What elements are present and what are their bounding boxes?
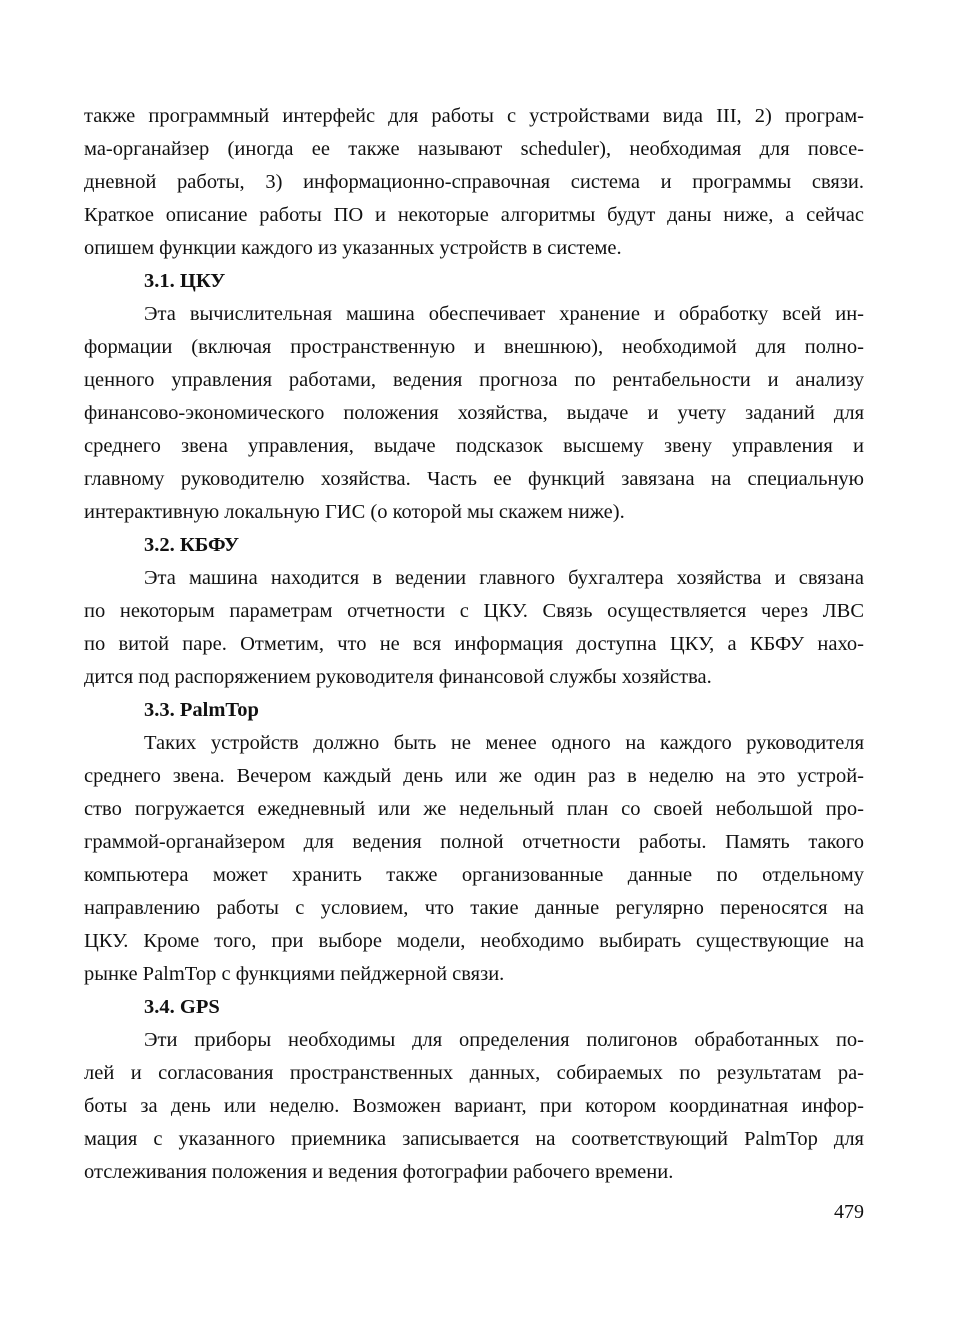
paragraph-line: рынке PalmTop с функциями пейджерной связи. xyxy=(84,963,505,985)
paragraph-line: Эта вычислительная машина обеспечивает хранение и обработку всей ин- xyxy=(144,303,864,325)
paragraph-line: компьютера может хранить также организованные данные по отдельному xyxy=(84,864,864,886)
paragraph-line: лей и согласования пространственных данных, собираемых по результатам ра- xyxy=(84,1062,864,1084)
paragraph-line: финансово-экономического положения хозяйства, выдаче и учету заданий для xyxy=(84,402,864,424)
paragraph-line: по витой паре. Отметим, что не вся информация доступна ЦКУ, а КБФУ нахо- xyxy=(84,633,864,655)
paragraph-line: Таких устройств должно быть не менее одного на каждого руководителя xyxy=(144,732,864,754)
paragraph-line: среднего звена управления, выдаче подсказок высшему звену управления и xyxy=(84,435,864,457)
paragraph-line: ЦКУ. Кроме того, при выборе модели, необходимо выбирать существующие на xyxy=(84,930,864,952)
page-number: 479 xyxy=(834,1201,864,1223)
paragraph-line: опишем функции каждого из указанных устройств в системе. xyxy=(84,237,622,259)
section-heading-3-3: 3.3. PalmTop xyxy=(144,699,259,721)
paragraph-line: отслеживания положения и ведения фотографии рабочего времени. xyxy=(84,1161,674,1183)
paragraph-line: главному руководителю хозяйства. Часть ее функций завязана на специальную xyxy=(84,468,864,490)
paragraph-line: Эта машина находится в ведении главного бухгалтера хозяйства и связана xyxy=(144,567,864,589)
paragraph-line: Эти приборы необходимы для определения полигонов обработанных по- xyxy=(144,1029,864,1051)
paragraph-line: граммой-органайзером для ведения полной отчетности работы. Память такого xyxy=(84,831,864,853)
paragraph-line: направлению работы с условием, что такие данные регулярно переносятся на xyxy=(84,897,864,919)
paragraph-line: также программный интерфейс для работы с устройствами вида III, 2) програм- xyxy=(84,105,864,127)
paragraph-line: среднего звена. Вечером каждый день или же один раз в неделю на это устрой- xyxy=(84,765,864,787)
paragraph-line: боты за день или неделю. Возможен вариант, при котором координатная инфор- xyxy=(84,1095,864,1117)
section-heading-3-1: 3.1. ЦКУ xyxy=(144,270,226,292)
document-page xyxy=(84,100,864,1189)
section-heading-3-2: 3.2. КБФУ xyxy=(144,534,240,556)
paragraph-line: ма-органайзер (иногда ее также называют scheduler), необходимая для повсе- xyxy=(84,138,864,160)
paragraph-line: дневной работы, 3) информационно-справочная система и программы связи. xyxy=(84,171,864,193)
paragraph-line: формации (включая пространственную и внешнюю), необходимой для полно- xyxy=(84,336,864,358)
paragraph-line: ство погружается ежедневный или же недельный план со своей небольшой про- xyxy=(84,798,864,820)
paragraph-line: ценного управления работами, ведения прогноза по рентабельности и анализу xyxy=(84,369,864,391)
paragraph-line: Краткое описание работы ПО и некоторые алгоритмы будут даны ниже, а сейчас xyxy=(84,204,864,226)
section-heading-3-4: 3.4. GPS xyxy=(144,996,220,1018)
paragraph-line: мация с указанного приемника записывается на соответствующий PalmTop для xyxy=(84,1128,864,1150)
paragraph-line: интерактивную локальную ГИС (о которой мы скажем ниже). xyxy=(84,501,625,523)
paragraph-line: по некоторым параметрам отчетности с ЦКУ. Связь осуществляется через ЛВС xyxy=(84,600,864,622)
paragraph-line: дится под распоряжением руководителя финансовой службы хозяйства. xyxy=(84,666,712,688)
